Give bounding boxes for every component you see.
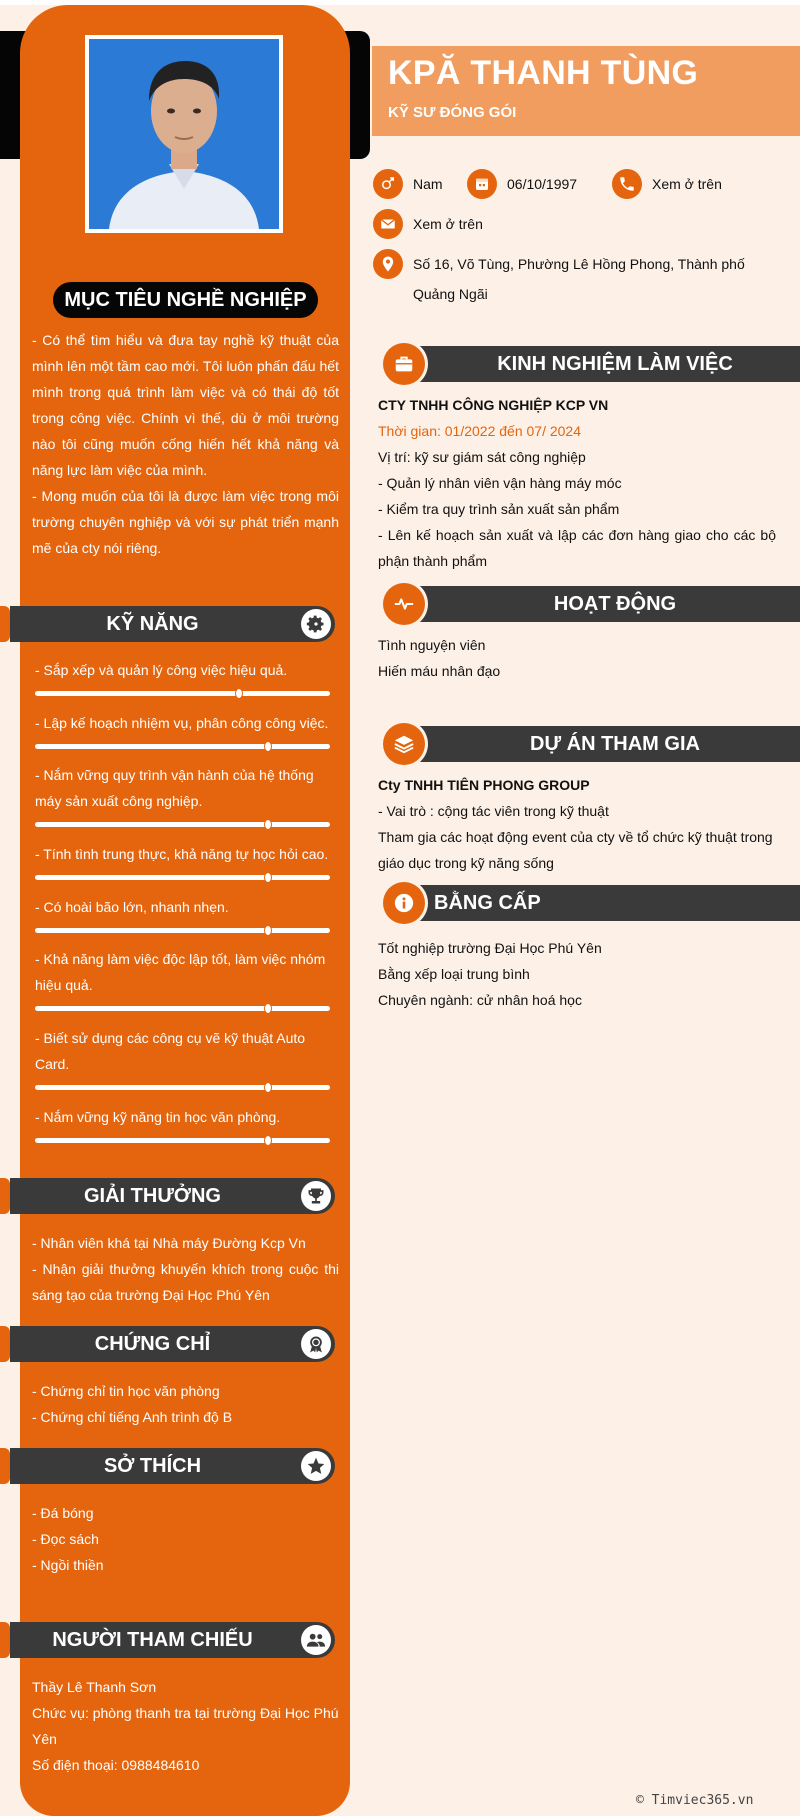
- email-icon: [373, 209, 403, 239]
- activities-title: HOẠT ĐỘNG: [553, 593, 677, 615]
- gender-value: Nam: [413, 176, 443, 192]
- skills-header: [10, 606, 335, 642]
- hobbies-header: [10, 1448, 335, 1484]
- experience-header: [380, 346, 800, 382]
- skill-bar-knob: [235, 688, 243, 699]
- footer-credit: © Timviec365.vn: [636, 1793, 754, 1808]
- hobby-line-1: - Đá bóng: [32, 1505, 94, 1521]
- phone-value: Xem ở trên: [652, 176, 722, 192]
- header-circle: [380, 720, 428, 768]
- skills-title: KỸ NĂNG: [106, 613, 199, 635]
- email-value: Xem ở trên: [413, 216, 483, 232]
- skill-bar-knob: [264, 1003, 272, 1014]
- address-line-2: Quảng Ngãi: [413, 286, 488, 302]
- users-icon: [301, 1625, 331, 1655]
- skill-bar: [35, 928, 330, 933]
- header-circle-inner: [383, 583, 425, 625]
- profile-photo: [85, 35, 283, 233]
- calendar-icon: [467, 169, 497, 199]
- birthday-value: 06/10/1997: [507, 176, 578, 192]
- references-title: NGƯỜI THAM CHIẾU: [52, 1629, 253, 1651]
- skill-bar-knob: [264, 741, 272, 752]
- experience-duty-2: - Kiểm tra quy trình sản xuất sản phẩm: [378, 501, 620, 517]
- layers-icon: [393, 733, 415, 755]
- objective-paragraph-2: - Mong muốn của tôi là được làm việc trong môi trường chuyên nghiệp và với sự phát triển mạnh mẽ của cty nói riêng.: [32, 488, 339, 556]
- experience-title: KINH NGHIỆM LÀM VIỆC: [497, 353, 733, 375]
- skill-item: - Nắm vững quy trình vận hành của hệ thống máy sản xuất công nghiệp.: [35, 767, 314, 809]
- header-circle: [380, 340, 428, 388]
- skill-bar: [35, 744, 330, 749]
- skill-bar-knob: [264, 872, 272, 883]
- skill-item: - Lập kế hoạch nhiệm vụ, phân công công việc.: [35, 715, 329, 731]
- education-line-2: Bằng xếp loại trung bình: [378, 966, 530, 982]
- skill-bar: [35, 691, 330, 696]
- header-circle-inner: [383, 723, 425, 765]
- phone-icon: [612, 169, 642, 199]
- awards-title: GIẢI THƯỞNG: [84, 1185, 221, 1207]
- certificate-line-2: - Chứng chỉ tiếng Anh trình độ B: [32, 1409, 233, 1425]
- certificate-line-1: - Chứng chỉ tin học văn phòng: [32, 1383, 220, 1399]
- header-circle: [380, 879, 428, 927]
- hobbies-title: SỞ THÍCH: [103, 1455, 202, 1477]
- projects-title: DỰ ÁN THAM GIA: [530, 733, 700, 755]
- objective-paragraph-1: - Có thể tìm hiểu và đưa tay nghề kỹ thuật của mình lên một tầm cao mới. Tôi luôn phấn đấu hết mình trong quá trình làm việc và có thái độ tốt trong công việc. Chính vì thế, dù ở môi trường nào tôi cũng muốn cống hiến hết khả năng và năng lực làm việc của mình.: [32, 332, 339, 478]
- skill-item: - Biết sử dụng các công cụ vẽ kỹ thuật Auto Card.: [35, 1030, 306, 1072]
- skill-bar-knob: [264, 1135, 272, 1146]
- skill-bar: [35, 1138, 330, 1143]
- hobby-line-2: - Đọc sách: [32, 1531, 99, 1547]
- star-icon: [301, 1451, 331, 1481]
- section-notch: [0, 1448, 10, 1484]
- certificates-header: [10, 1326, 335, 1362]
- skill-bar-knob: [264, 1082, 272, 1093]
- awards-header: [10, 1178, 335, 1214]
- project-description: Tham gia các hoạt động event của cty về tổ chức kỹ thuật trong giáo dục trong kỹ năng sống: [378, 829, 773, 871]
- activity-line-2: Hiến máu nhân đạo: [378, 663, 501, 679]
- skill-item: - Tính tình trung thực, khả năng tự học hỏi cao.: [35, 846, 329, 862]
- cv-page: [0, 5, 800, 1816]
- skill-item: - Khả năng làm việc độc lập tốt, làm việc nhóm hiệu quả.: [35, 951, 326, 993]
- briefcase-icon: [393, 353, 415, 375]
- gear-icon: [301, 609, 331, 639]
- skill-bar: [35, 1006, 330, 1011]
- experience-time: Thời gian: 01/2022 đến 07/ 2024: [378, 423, 582, 439]
- section-notch: [0, 1622, 10, 1658]
- experience-duty-3: - Lên kế hoạch sản xuất và lập các đơn hàng giao cho các bộ phận thành phẩm: [378, 527, 776, 569]
- sidebar: [20, 5, 350, 1816]
- reference-position: Chức vụ: phòng thanh tra tại trường Đại Học Phú Yên: [32, 1705, 339, 1747]
- certificates-title: CHỨNG CHỈ: [94, 1333, 211, 1355]
- section-notch: [0, 1326, 10, 1362]
- section-notch: [0, 606, 10, 642]
- education-header: [380, 885, 800, 921]
- references-header: [10, 1622, 335, 1658]
- education-line-3: Chuyên ngành: cử nhân hoá học: [378, 992, 582, 1008]
- skill-bar-knob: [264, 925, 272, 936]
- section-notch: [0, 1178, 10, 1214]
- experience-duty-1: - Quản lý nhân viên vận hàng máy móc: [378, 475, 622, 491]
- address-line-1: Số 16, Võ Tùng, Phường Lê Hồng Phong, Thành phố: [413, 256, 745, 272]
- skill-bar: [35, 822, 330, 827]
- info-icon: [393, 892, 415, 914]
- candidate-name: KPĂ THANH TÙNG: [388, 54, 699, 92]
- education-line-1: Tốt nghiệp trường Đại Học Phú Yên: [378, 940, 602, 956]
- skill-item: - Sắp xếp và quản lý công việc hiệu quả.: [35, 662, 288, 678]
- award-line-1: - Nhân viên khá tại Nhà máy Đường Kcp Vn: [32, 1235, 306, 1251]
- reference-name: Thầy Lê Thanh Sơn: [32, 1679, 157, 1695]
- activity-line-1: Tình nguyện viên: [378, 637, 486, 653]
- pulse-icon: [393, 593, 415, 615]
- objective-title: MỤC TIÊU NGHỀ NGHIỆP: [53, 282, 318, 318]
- header-circle-inner: [383, 343, 425, 385]
- project-company: Cty TNHH TIÊN PHONG GROUP: [378, 777, 590, 793]
- experience-company: CTY TNHH CÔNG NGHIỆP KCP VN: [378, 397, 609, 413]
- experience-position: Vị trí: kỹ sư giám sát công nghiệp: [378, 449, 586, 465]
- reference-phone: Số điện thoại: 0988484610: [32, 1757, 200, 1773]
- gender-icon: [373, 169, 403, 199]
- activities-header: [380, 586, 800, 622]
- candidate-role: KỸ SƯ ĐÓNG GÓI: [388, 104, 517, 121]
- location-icon: [373, 249, 403, 279]
- person-photo-icon: [89, 39, 279, 229]
- skill-bar: [35, 1085, 330, 1090]
- skill-item: - Nắm vững kỹ năng tin học văn phòng.: [35, 1109, 281, 1125]
- project-role: - Vai trò : cộng tác viên trong kỹ thuật: [378, 803, 609, 819]
- skill-bar-knob: [264, 819, 272, 830]
- award-line-2: - Nhận giải thưởng khuyến khích trong cuộc thi sáng tạo của trường Đại Học Phú Yên: [32, 1261, 339, 1303]
- hobby-line-3: - Ngồi thiền: [32, 1557, 104, 1573]
- skill-bar: [35, 875, 330, 880]
- trophy-icon: [301, 1181, 331, 1211]
- projects-header: [380, 726, 800, 762]
- education-title: BẰNG CẤP: [434, 892, 541, 914]
- medal-icon: [301, 1329, 331, 1359]
- name-banner: [372, 46, 800, 136]
- skill-item: - Có hoài bão lớn, nhanh nhẹn.: [35, 899, 229, 915]
- header-circle-inner: [383, 882, 425, 924]
- header-circle: [380, 580, 428, 628]
